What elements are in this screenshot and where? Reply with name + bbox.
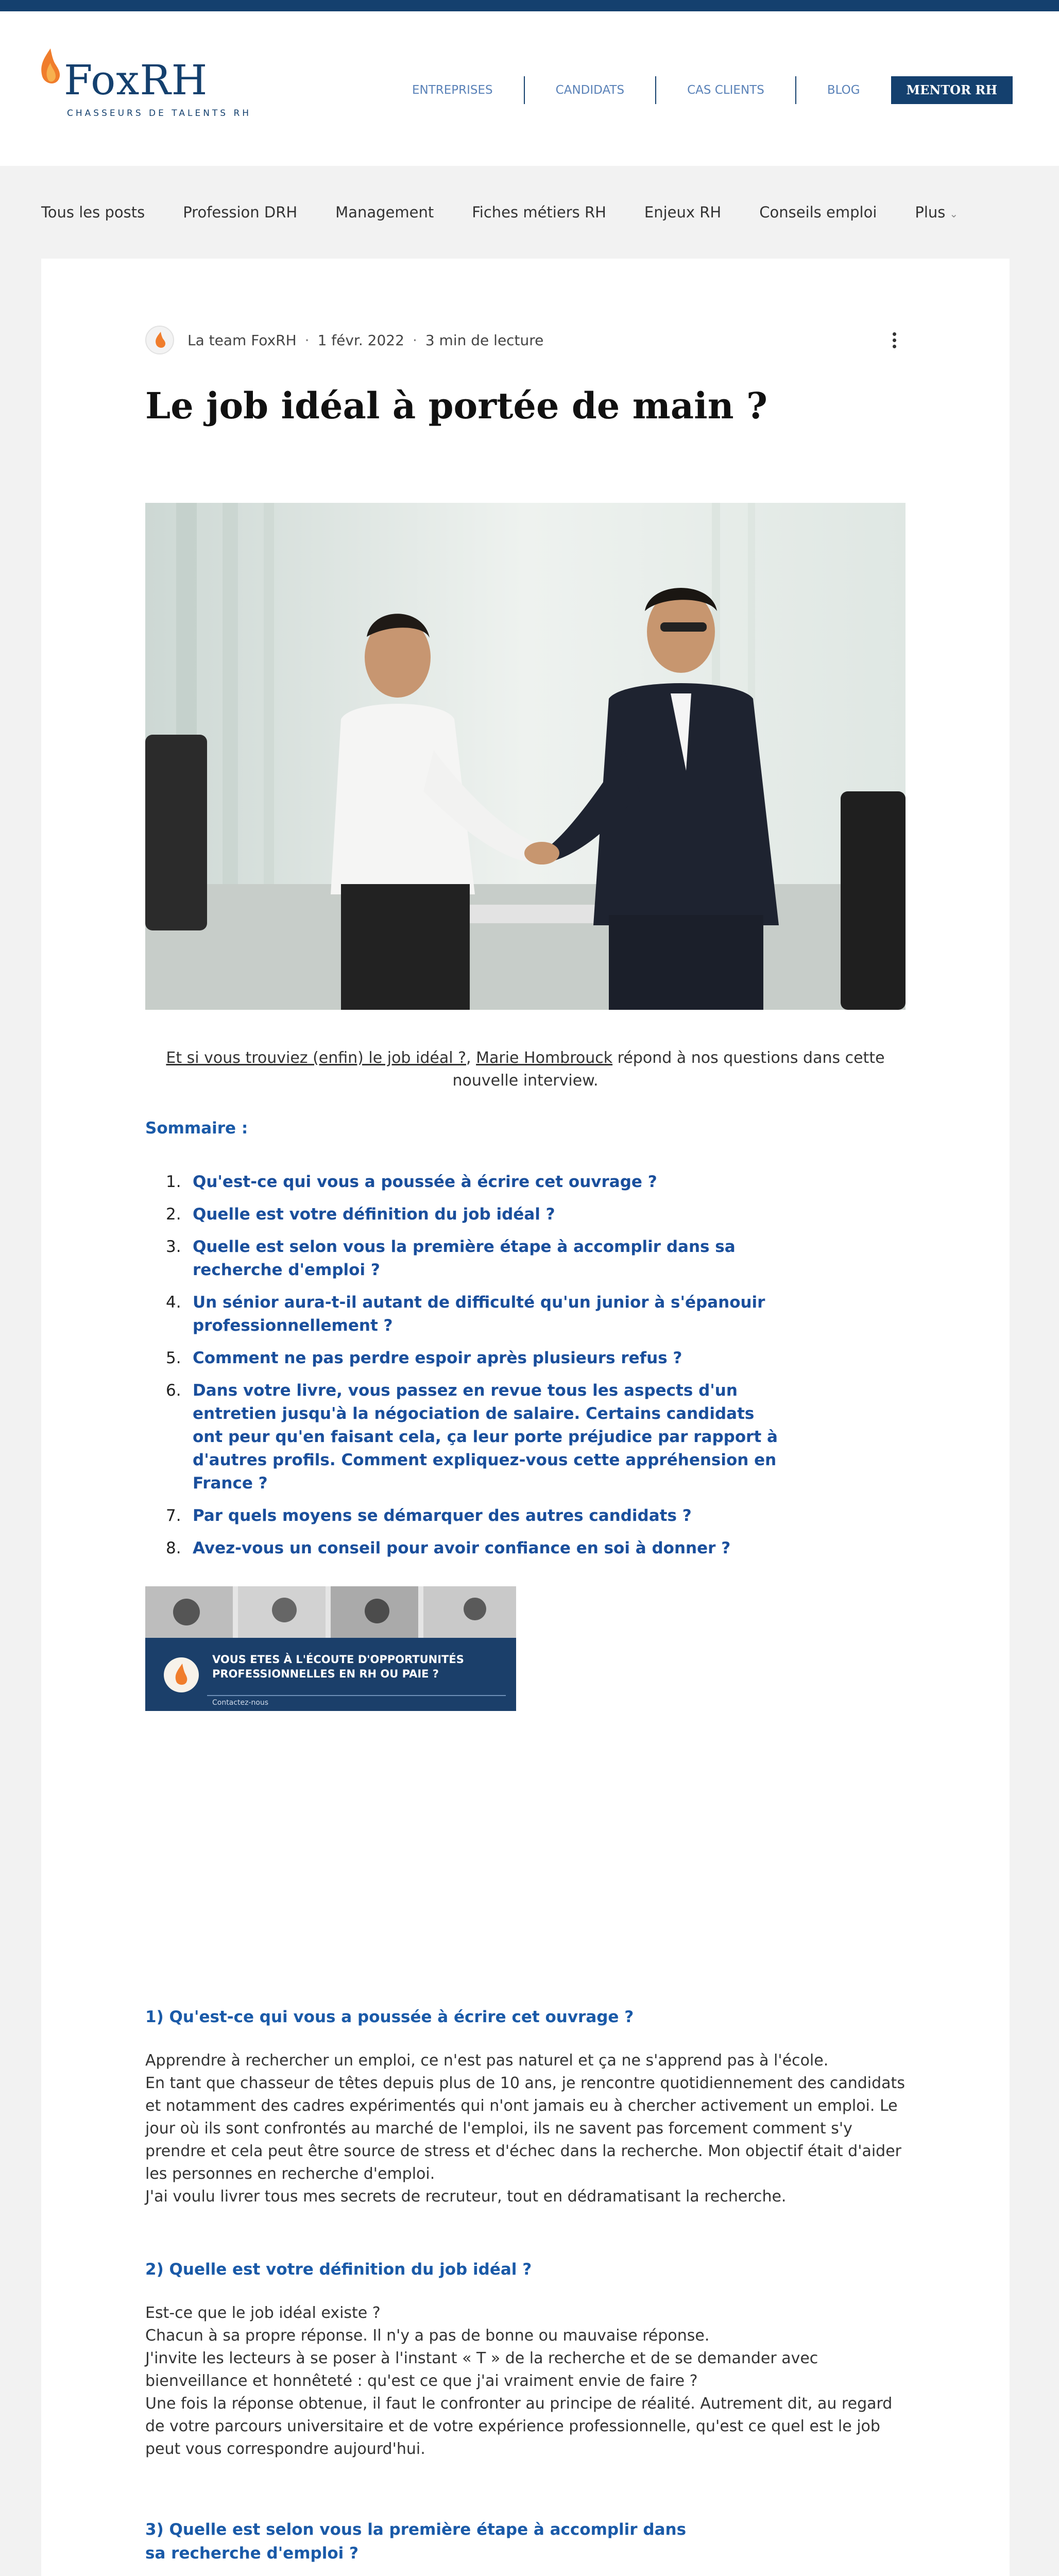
fox-flame-icon — [155, 332, 166, 349]
toc-item[interactable]: 7. Par quels moyens se démarquer des autres candidats ? — [166, 1504, 784, 1528]
site-header — [0, 11, 1059, 166]
job-opportunity-banner[interactable] — [145, 1586, 516, 1711]
meta-separator: · — [412, 331, 417, 349]
banner-line-2: PROFESSIONNELLES EN RH OU PAIE ? — [212, 1668, 439, 1680]
table-of-contents — [166, 1171, 784, 1569]
section-body: Est-ce que le job idéal existe ? Chacun à sa propre réponse. Il n'y a pas de bonne ou mauvaise réponse. J'invite les lecteurs à se poser à l'instant « T » de la recherche et de se demander avec bienveillance et honnêteté : qu'est ce que j'ai vraiment envie de faire ? Une fois la réponse obtenue, il faut le confronter au principe de réalité. Autrement dit, au regard de votre parcours universitaire et de votre expérience professionnelle, qu'est ce quel est le job peut vous correspondre aujourd'hui. — [145, 2304, 893, 2458]
section-heading: 2) Quelle est votre définition du job idéal ? — [145, 2260, 532, 2279]
meta-separator: · — [304, 331, 310, 349]
more-actions-icon[interactable] — [883, 326, 906, 354]
nav-cas-clients[interactable]: CAS CLIENTS — [656, 76, 796, 104]
more-label: Plus — [915, 204, 946, 221]
category-more-dropdown[interactable] — [915, 204, 958, 221]
toc-item[interactable]: 3. Quelle est selon vous la première étape à accomplir dans sa recherche d'emploi ? — [166, 1235, 784, 1282]
toc-item[interactable]: 2. Quelle est votre définition du job idéal ? — [166, 1203, 784, 1226]
foxrh-logo[interactable] — [38, 42, 254, 125]
caption-text: répond à nos questions dans cette nouvelle interview. — [452, 1049, 885, 1090]
toc-link[interactable]: Quelle est selon vous la première étape à accomplir dans sa recherche d'emploi ? — [193, 1238, 736, 1279]
nav-entreprises[interactable]: ENTREPRISES — [381, 76, 525, 104]
toc-link[interactable]: Par quels moyens se démarquer des autres candidats ? — [193, 1506, 692, 1525]
toc-link[interactable]: Avez-vous un conseil pour avoir confiance en soi à donner ? — [193, 1539, 731, 1557]
main-nav — [381, 76, 1013, 104]
toc-item[interactable]: 5. Comment ne pas perdre espoir après plusieurs refus ? — [166, 1347, 784, 1370]
fox-flame-icon — [39, 47, 61, 89]
toc-item[interactable]: 1. Qu'est-ce qui vous a poussée à écrire cet ouvrage ? — [166, 1171, 784, 1194]
toc-link[interactable]: Un sénior aura-t-il autant de difficulté qu'un junior à s'épanouir professionnellement ? — [193, 1293, 765, 1335]
section-2 — [145, 2258, 906, 2461]
mentor-rh-button[interactable]: MENTOR RH — [891, 76, 1013, 104]
author-name[interactable]: La team FoxRH — [187, 331, 297, 349]
hero-handshake-image — [145, 503, 906, 1010]
toc-heading: Sommaire : — [145, 1119, 248, 1138]
blog-post-card — [41, 259, 1010, 2576]
banner-cta[interactable]: Contactez-nous — [212, 1699, 269, 1707]
category-management[interactable]: Management — [335, 204, 434, 221]
book-title-link[interactable]: Et si vous trouviez (enfin) le job idéal ? — [166, 1049, 467, 1067]
section-1 — [145, 2005, 906, 2208]
toc-item[interactable]: 8. Avez-vous un conseil pour avoir confiance en soi à donner ? — [166, 1537, 784, 1560]
toc-link[interactable]: Comment ne pas perdre espoir après plusieurs refus ? — [193, 1349, 682, 1367]
logo-tagline: CHASSEURS DE TALENTS RH — [67, 108, 252, 118]
category-fiches-metiers[interactable]: Fiches métiers RH — [472, 204, 606, 221]
category-enjeux-rh[interactable]: Enjeux RH — [644, 204, 722, 221]
category-profession-drh[interactable]: Profession DRH — [183, 204, 298, 221]
banner-line-1: VOUS ETES À L'ÉCOUTE D'OPPORTUNITÉS — [212, 1653, 464, 1666]
author-avatar[interactable] — [145, 326, 174, 354]
category-all-posts[interactable]: Tous les posts — [41, 204, 145, 221]
post-date: 1 févr. 2022 — [317, 331, 404, 349]
top-strip — [0, 0, 1059, 11]
section-body: Apprendre à rechercher un emploi, ce n'est pas naturel et ça ne s'apprend pas à l'école. En tant que chasseur de têtes depuis plus de 10 ans, je rencontre quotidiennement des candidats et notamment des cadres expérimentés qui n'ont jamais eu à chercher activement un emploi. Le jour où ils sont confrontés au marché de l'emploi, ils ne savent pas forcement comment s'y prendre et cela peut être source de stress et d'échec dans la recherche. Mon objectif était d'aider les personnes en recherche d'emploi. J'ai voulu livrer tous mes secrets de recruteur, tout en dédramatisant la recherche. — [145, 2052, 905, 2206]
caption-separator: , — [466, 1049, 476, 1067]
section-heading: 1) Qu'est-ce qui vous a poussée à écrire cet ouvrage ? — [145, 2008, 634, 2026]
toc-link[interactable]: Quelle est votre définition du job idéal ? — [193, 1205, 555, 1224]
logo-name: FoxRH — [64, 56, 208, 104]
toc-link[interactable]: Qu'est-ce qui vous a poussée à écrire cet ouvrage ? — [193, 1173, 657, 1191]
chevron-down-icon: ⌄ — [949, 208, 959, 220]
blog-category-bar — [0, 166, 1059, 259]
section-heading: 3) Quelle est selon vous la première étape à accomplir dans sa recherche d'emploi ? — [145, 2520, 687, 2563]
banner-graphic — [145, 1586, 516, 1711]
post-meta — [145, 326, 543, 354]
toc-item[interactable]: 6. Dans votre livre, vous passez en revue tous les aspects d'un entretien jusqu'à la négociation de salaire. Certains candidats ont peur qu'en faisant cela, ça leur porte préjudice par rapport à d'autres profils. Comment expliquez-vous cette appréhension en France ? — [166, 1379, 784, 1495]
banner-text — [212, 1652, 464, 1681]
toc-link[interactable]: Dans votre livre, vous passez en revue tous les aspects d'un entretien jusqu'à la négociation de salaire. Certains candidats ont peur qu'en faisant cela, ça leur porte préjudice par rapport à d'autres profils. Comment expliquez-vous cette appréhension en France ? — [193, 1381, 778, 1493]
read-time: 3 min de lecture — [425, 331, 544, 349]
category-conseils-emploi[interactable]: Conseils emploi — [759, 204, 877, 221]
author-link[interactable]: Marie Hombrouck — [476, 1049, 613, 1067]
post-title: Le job idéal à portée de main ? — [145, 384, 768, 427]
section-3 — [145, 2518, 906, 2576]
toc-item[interactable]: 4. Un sénior aura-t-il autant de difficulté qu'un junior à s'épanouir professionnellement ? — [166, 1291, 784, 1337]
image-caption — [145, 1047, 906, 1092]
nav-blog[interactable]: BLOG — [827, 83, 860, 97]
nav-candidats[interactable]: CANDIDATS — [525, 76, 656, 104]
